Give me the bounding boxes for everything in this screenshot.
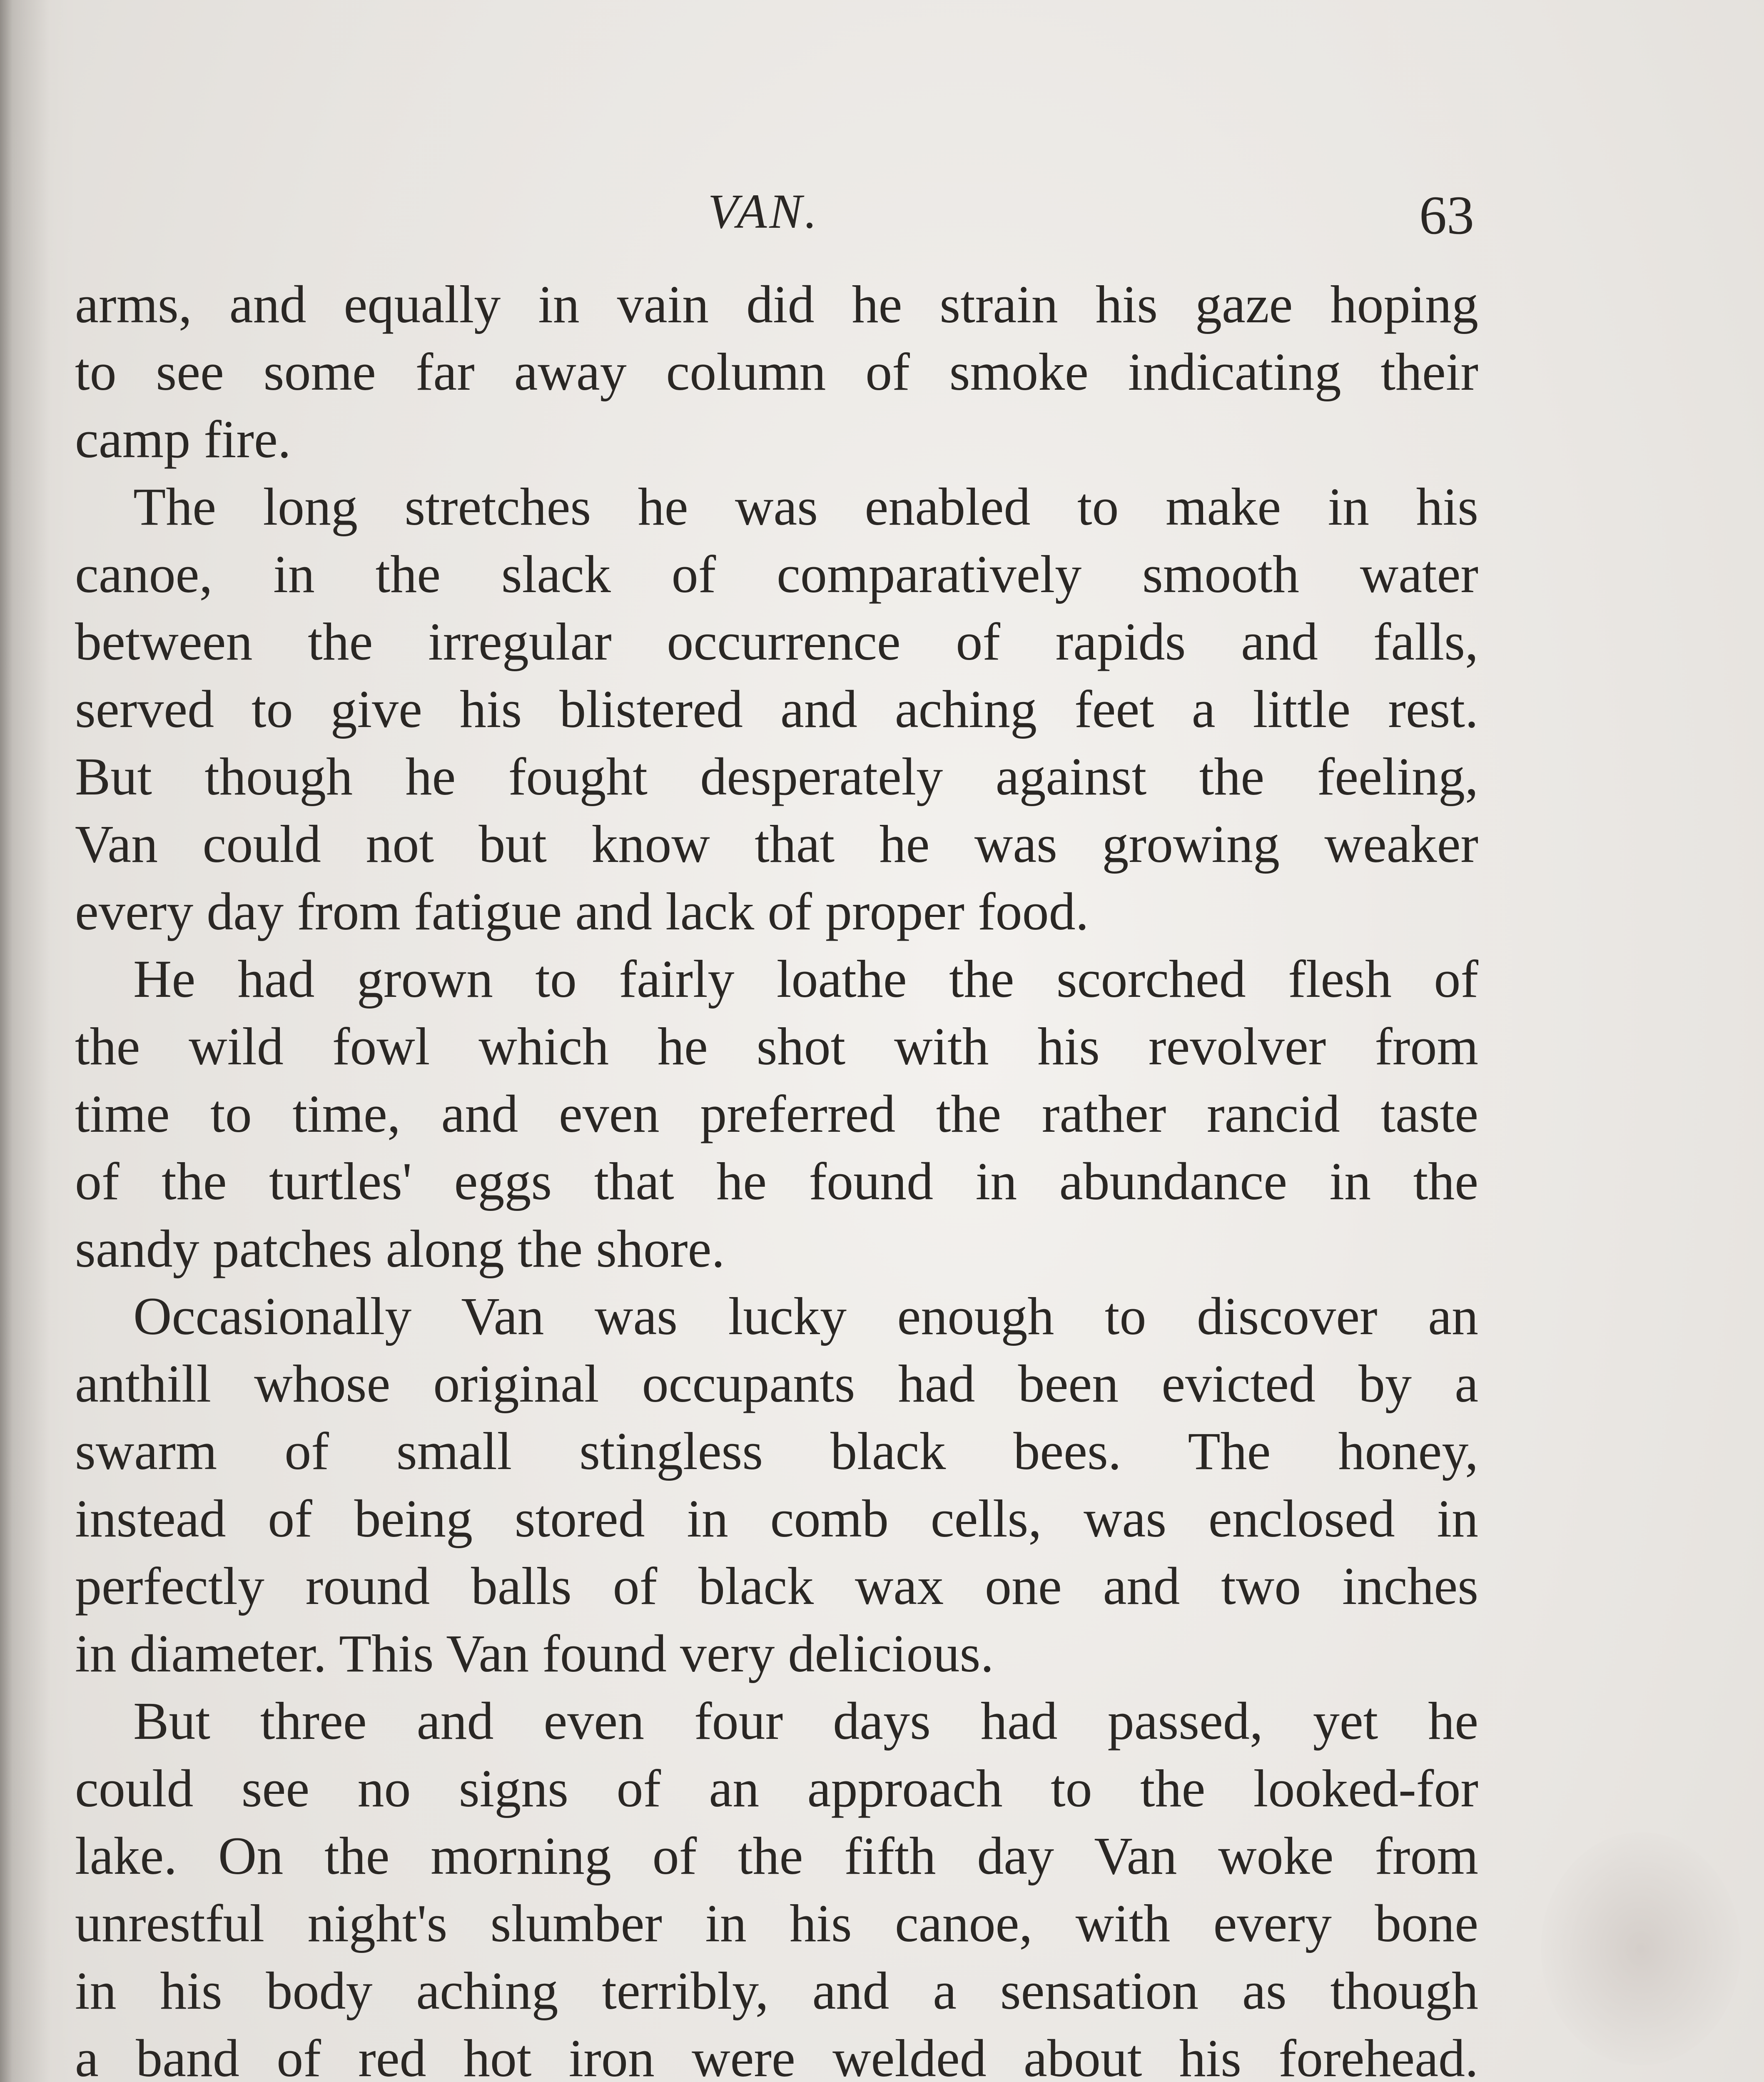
- text-line: time to time, and even preferred the rather rancid taste: [75, 1084, 1478, 1143]
- text-line: lake. On the morning of the fifth day Van woke from: [75, 1826, 1478, 1885]
- text-line: to see some far away column of smoke indicating their: [75, 342, 1478, 401]
- text-line: The long stretches he was enabled to make in his: [133, 477, 1478, 536]
- text-line: between the irregular occurrence of rapids and falls,: [75, 612, 1478, 671]
- paragraph: [75, 271, 1478, 473]
- text-line: arms, and equally in vain did he strain his gaze hoping: [75, 275, 1478, 334]
- paper-stain: [1541, 1832, 1741, 2065]
- text-line: served to give his blistered and aching feet a little rest.: [75, 680, 1478, 739]
- text-line: canoe, in the slack of comparatively smooth water: [75, 545, 1478, 604]
- text-line: unrestful night's slumber in his canoe, with every bone: [75, 1894, 1478, 1953]
- text-line: in diameter. This Van found very delicious.: [75, 1624, 994, 1683]
- text-line: a band of red hot iron were welded about his forehead.: [75, 2029, 1478, 2082]
- text-line: instead of being stored in comb cells, was enclosed in: [75, 1489, 1478, 1548]
- text-line: of the turtles' eggs that he found in abundance in the: [75, 1152, 1478, 1211]
- text-line: could see no signs of an approach to the looked-for: [75, 1759, 1478, 1818]
- page-header: [75, 175, 1491, 258]
- text-line: Occasionally Van was lucky enough to discover an: [133, 1287, 1478, 1346]
- paragraph: [75, 1283, 1478, 1687]
- text-line: sandy patches along the shore.: [75, 1219, 725, 1278]
- text-line: But though he fought desperately against the feeling,: [75, 747, 1478, 806]
- paragraph: [75, 1687, 1478, 2082]
- paragraph: [75, 945, 1478, 1283]
- running-head: VAN.: [708, 184, 820, 239]
- text-line: every day from fatigue and lack of proper food.: [75, 882, 1089, 941]
- text-line: swarm of small stingless black bees. The honey,: [75, 1422, 1478, 1481]
- body-text: [75, 271, 1478, 2082]
- text-line: perfectly round balls of black wax one and two inches: [75, 1557, 1478, 1616]
- text-line: anthill whose original occupants had been evicted by a: [75, 1354, 1478, 1413]
- text-line: Van could not but know that he was growing weaker: [75, 814, 1478, 874]
- text-line: But three and even four days had passed, yet he: [133, 1691, 1478, 1751]
- text-line: He had grown to fairly loathe the scorched flesh of: [133, 949, 1478, 1009]
- text-line: the wild fowl which he shot with his revolver from: [75, 1017, 1478, 1076]
- binding-gutter-shadow: [0, 0, 50, 2082]
- paragraph: [75, 473, 1478, 945]
- page-number: 63: [1419, 184, 1474, 246]
- text-line: camp fire.: [75, 410, 291, 469]
- text-line: in his body aching terribly, and a sensation as though: [75, 1961, 1478, 2020]
